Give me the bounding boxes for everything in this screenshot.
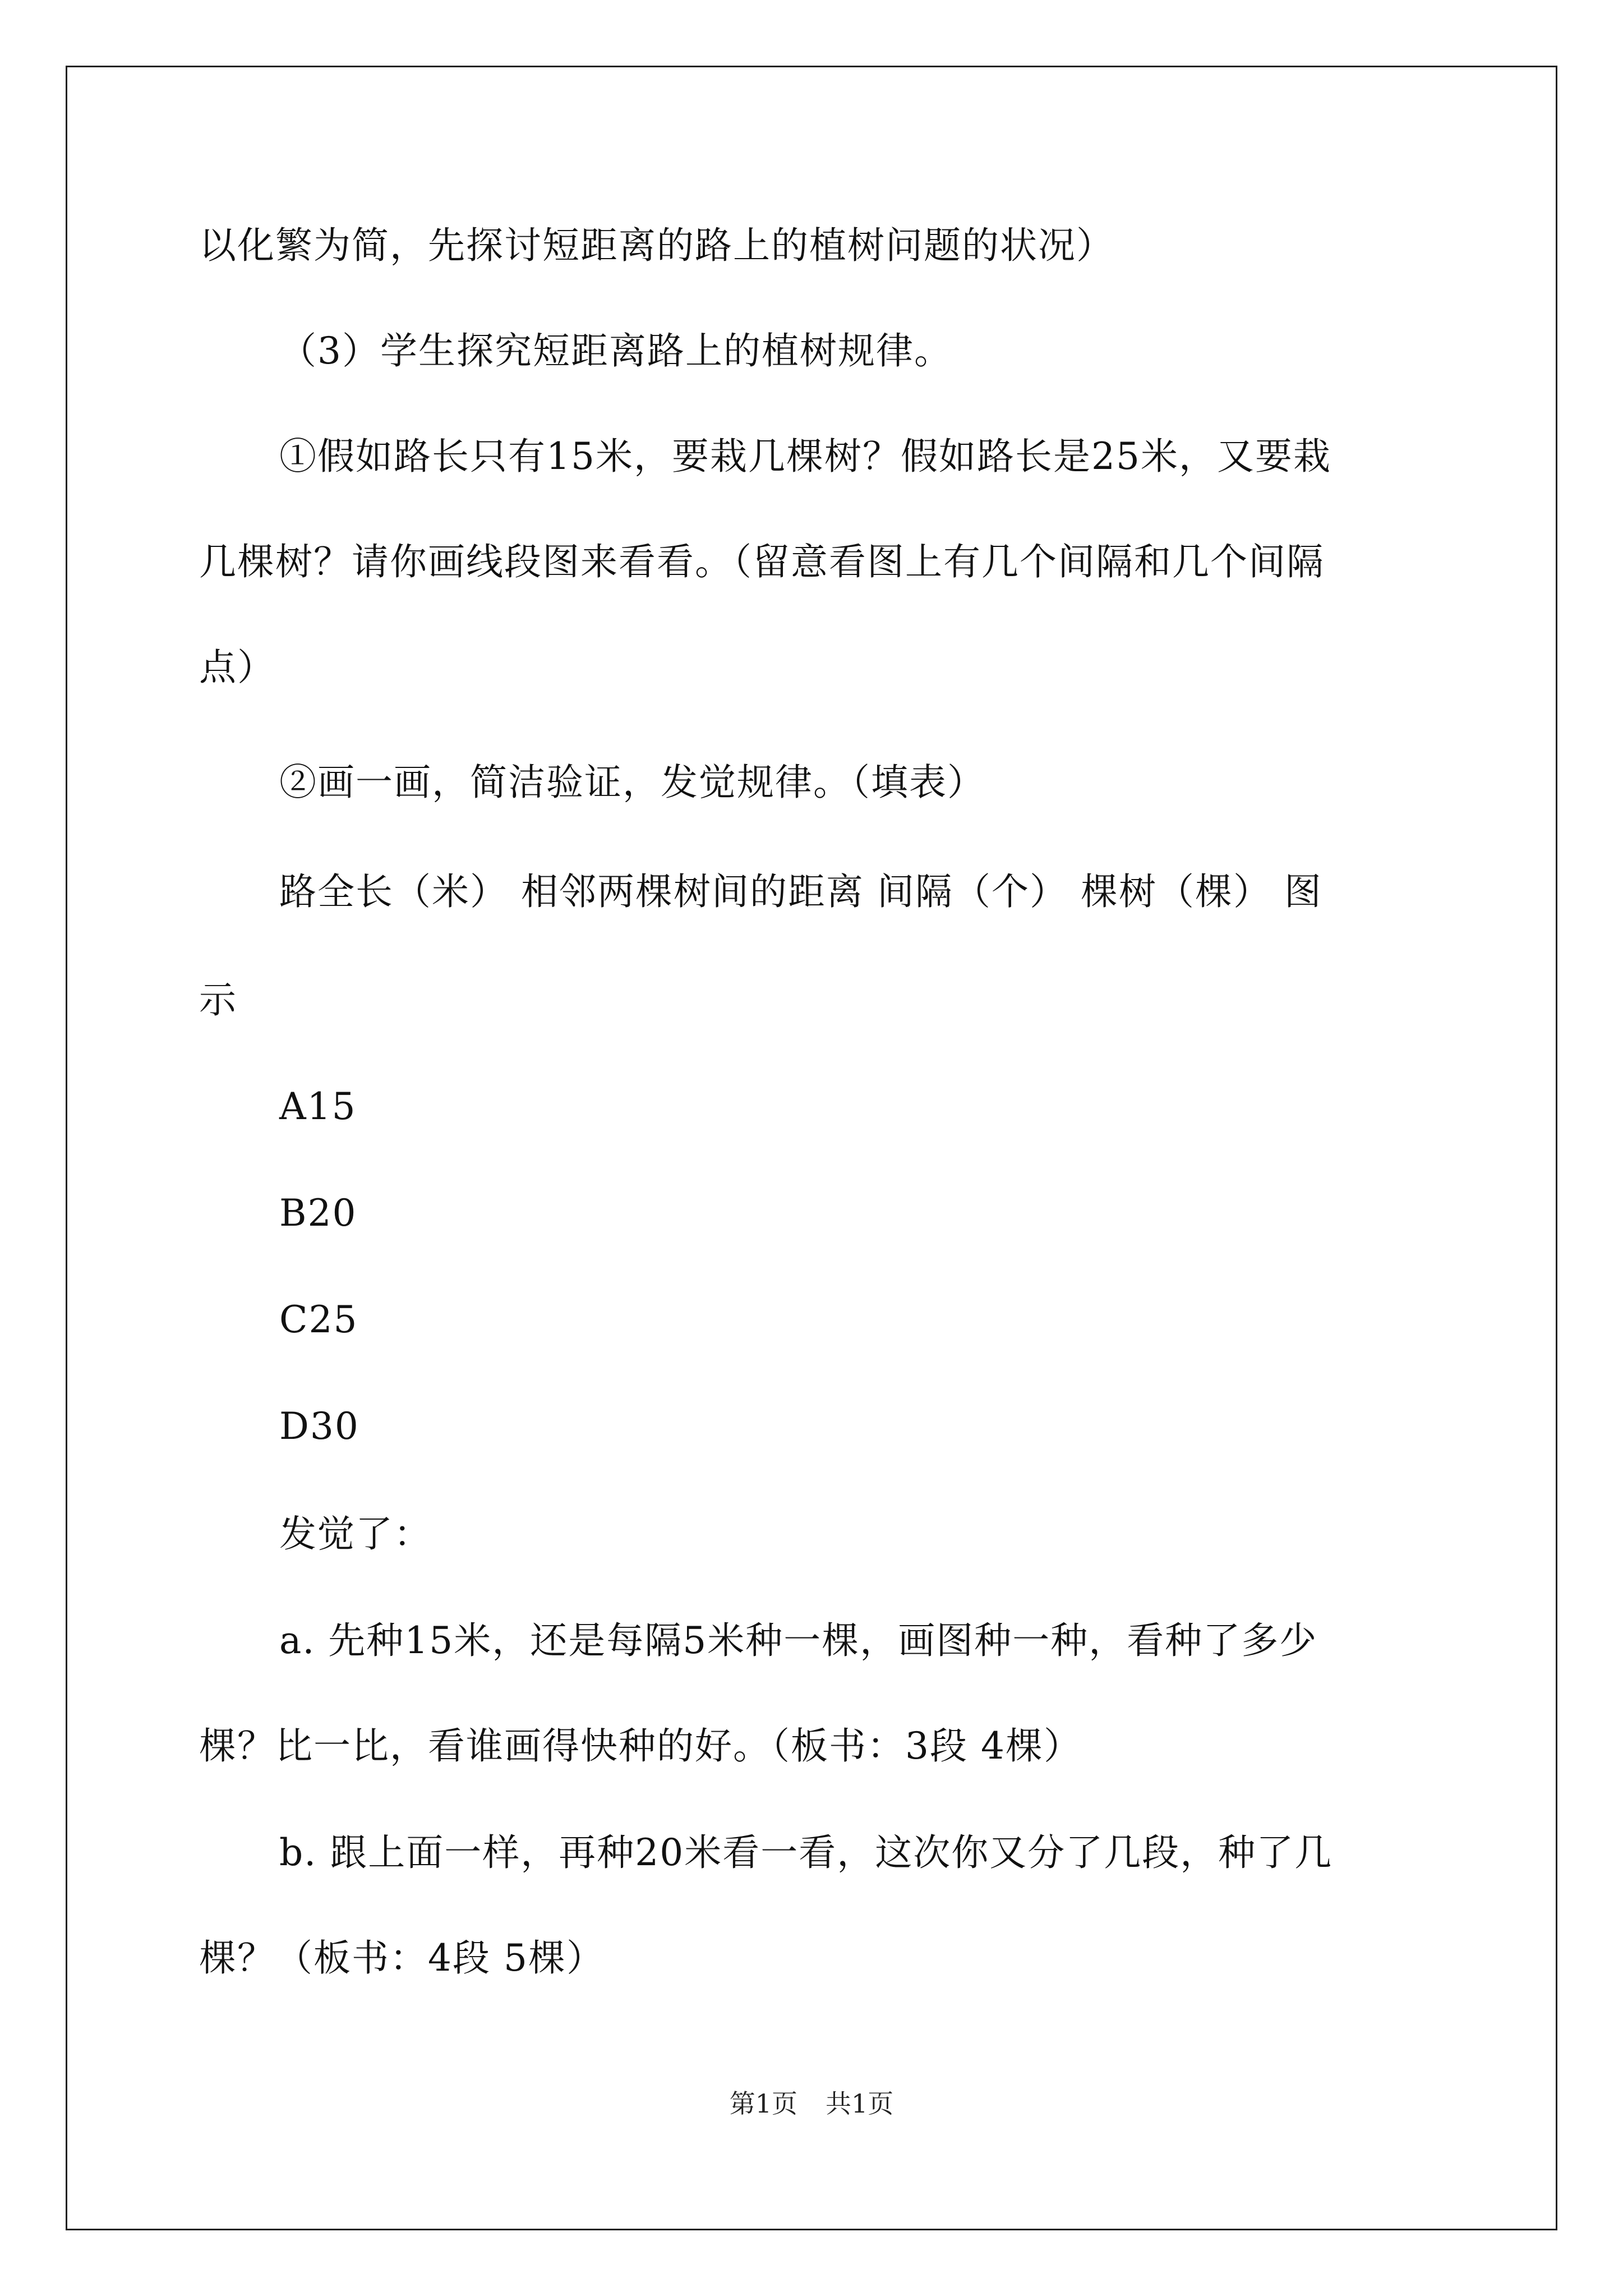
text-line-14: a. 先种15米，还是每隔5米种一棵，画图种一种，看种了多少 — [279, 1619, 1318, 1662]
table-header-line: 路全长（米） 相邻两棵树间的距离 间隔（个） 棵树（棵） 图 — [279, 870, 1322, 913]
footer-page-number: 第1页 — [729, 2088, 797, 2119]
text-line-4: 几棵树？请你画线段图来看看。（留意看图上有几个间隔和几个间隔 — [199, 540, 1325, 583]
table-row-a: A15 — [279, 1085, 357, 1128]
page-footer — [0, 2087, 1623, 2120]
text-line-1: 以化繁为简，先探讨短距离的路上的植树问题的状况） — [199, 224, 1114, 267]
text-line-2: （3）学生探究短距离路上的植树规律。 — [279, 329, 952, 372]
text-line-3: ①假如路长只有15米，要栽几棵树？假如路长是25米，又要栽 — [279, 435, 1331, 478]
text-line-17: 棵？（板书：4段 5棵） — [199, 1936, 605, 1980]
footer-total-pages: 共1页 — [826, 2088, 894, 2119]
text-line-15: 棵？比一比，看谁画得快种的好。（板书：3段 4棵） — [199, 1724, 1082, 1768]
page-border — [66, 66, 1557, 2230]
text-line-5: 点） — [199, 646, 275, 689]
text-line-6: ②画一画，简洁验证，发觉规律。（填表） — [279, 761, 985, 804]
table-row-b: B20 — [279, 1191, 357, 1235]
table-row-d: D30 — [279, 1405, 359, 1448]
text-line-8: 示 — [199, 978, 237, 1022]
text-line-13: 发觉了： — [279, 1512, 432, 1556]
table-row-c: C25 — [279, 1298, 358, 1341]
text-line-16: b. 跟上面一样，再种20米看一看，这次你又分了几段，种了几 — [279, 1831, 1333, 1874]
